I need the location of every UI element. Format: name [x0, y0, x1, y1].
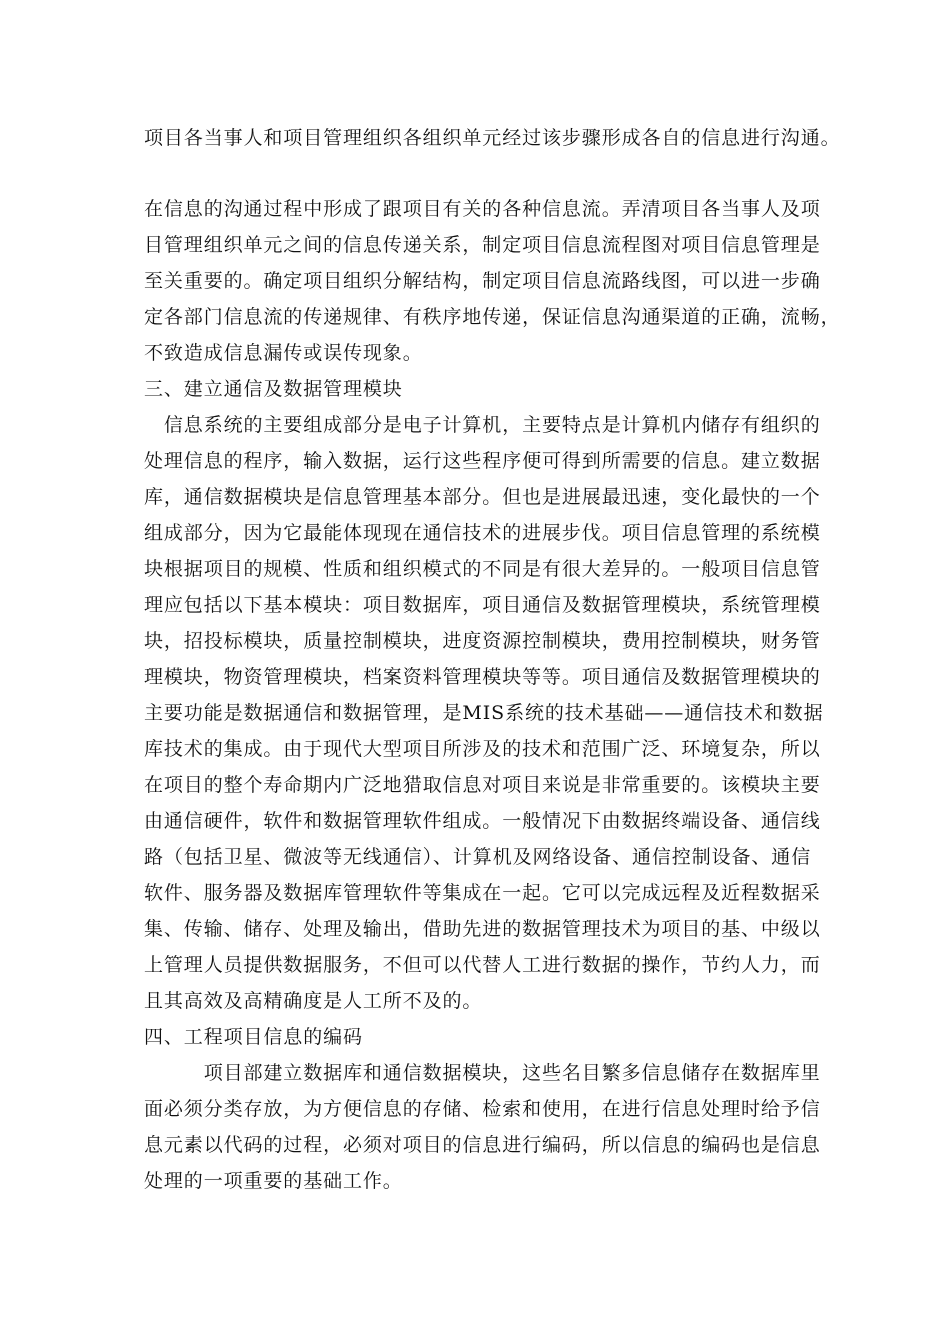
paragraph-line: 块根据项目的规模、性质和组织模式的不同是有很大差异的。一般项目信息管 — [144, 558, 821, 580]
paragraph-line: 库技术的集成。由于现代大型项目所涉及的技术和范围广泛、环境复杂，所以 — [144, 738, 821, 760]
paragraph-line: 处理的一项重要的基础工作。 — [144, 1170, 403, 1192]
paragraph-line: 块，招投标模块，质量控制模块，进度资源控制模块，费用控制模块，财务管 — [144, 630, 821, 652]
paragraph-line: 理模块，物资管理模块，档案资料管理模块等等。项目通信及数据管理模块的 — [144, 666, 821, 688]
paragraph-line: 且其高效及高精确度是人工所不及的。 — [144, 990, 483, 1012]
paragraph-line: 主要功能是数据通信和数据管理，是MIS系统的技术基础——通信技术和数据 — [144, 702, 824, 724]
paragraph-line: 至关重要的。确定项目组织分解结构，制定项目信息流路线图，可以进一步确 — [144, 270, 821, 292]
paragraph-line: 项目部建立数据库和通信数据模块，这些名目繁多信息储存在数据库里 — [144, 1062, 821, 1084]
paragraph-line: 上管理人员提供数据服务，不但可以代替人工进行数据的操作，节约人力，而 — [144, 954, 821, 976]
paragraph-line: 息元素以代码的过程，必须对项目的信息进行编码，所以信息的编码也是信息 — [144, 1134, 821, 1156]
section-heading: 四、工程项目信息的编码 — [144, 1026, 363, 1048]
paragraph-line: 项目各当事人和项目管理组织各组织单元经过该步骤形成各自的信息进行沟通。 — [144, 127, 841, 149]
paragraph-line: 库，通信数据模块是信息管理基本部分。但也是进展最迅速，变化最快的一个 — [144, 486, 821, 508]
paragraph-line: 软件、服务器及数据库管理软件等集成在一起。它可以完成远程及近程数据采 — [144, 882, 821, 904]
paragraph-line: 不致造成信息漏传或误传现象。 — [144, 342, 423, 364]
paragraph-line: 路（包括卫星、微波等无线通信）、计算机及网络设备、通信控制设备、通信 — [144, 846, 812, 868]
paragraph-line: 面必须分类存放，为方便信息的存储、检索和使用，在进行信息处理时给予信 — [144, 1098, 821, 1120]
paragraph-line: 集、传输、储存、处理及输出，借助先进的数据管理技术为项目的基、中级以 — [144, 918, 821, 940]
paragraph-line: 组成部分，因为它最能体现现在通信技术的进展步伐。项目信息管理的系统模 — [144, 522, 821, 544]
paragraph-line: 定各部门信息流的传递规律、有秩序地传递，保证信息沟通渠道的正确，流畅， — [144, 306, 841, 328]
section-heading: 三、建立通信及数据管理模块 — [144, 378, 403, 400]
paragraph-line: 处理信息的程序，输入数据，运行这些程序便可得到所需要的信息。建立数据 — [144, 450, 821, 472]
paragraph-line: 目管理组织单元之间的信息传递关系，制定项目信息流程图对项目信息管理是 — [144, 234, 821, 256]
paragraph-line: 在信息的沟通过程中形成了跟项目有关的各种信息流。弄清项目各当事人及项 — [144, 198, 821, 220]
paragraph-line: 在项目的整个寿命期内广泛地猎取信息对项目来说是非常重要的。该模块主要 — [144, 774, 821, 796]
paragraph-line: 理应包括以下基本模块：项目数据库，项目通信及数据管理模块，系统管理模 — [144, 594, 821, 616]
paragraph-line: 信息系统的主要组成部分是电子计算机，主要特点是计算机内储存有组织的 — [144, 414, 821, 436]
paragraph-line: 由通信硬件，软件和数据管理软件组成。一般情况下由数据终端设备、通信线 — [144, 810, 821, 832]
